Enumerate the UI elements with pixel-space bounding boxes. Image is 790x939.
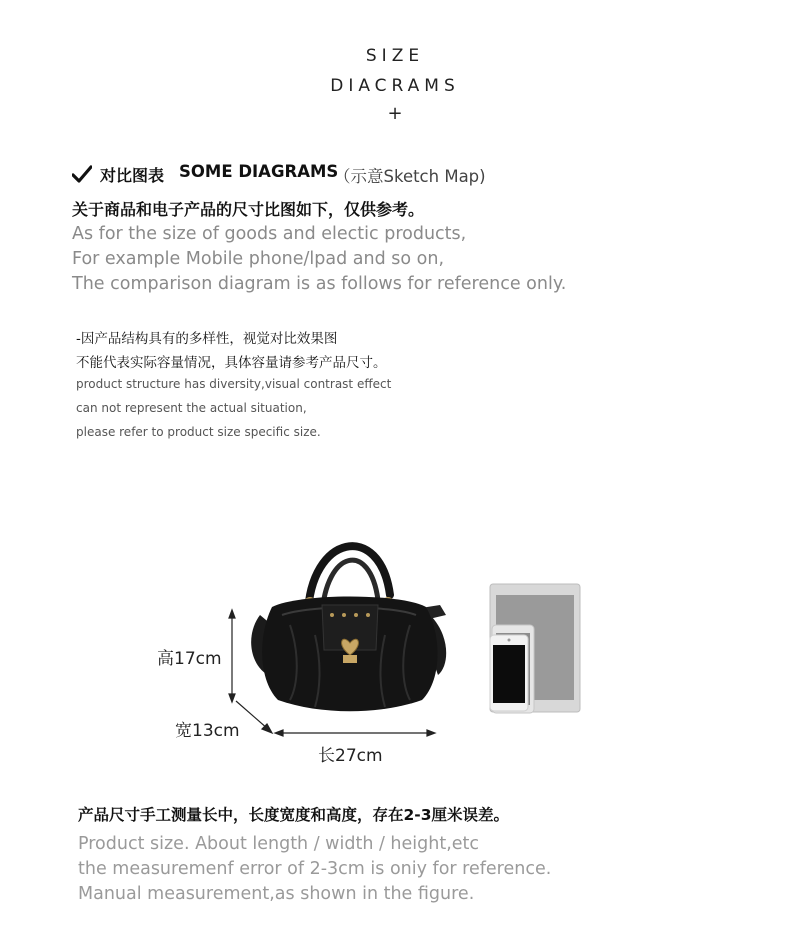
length-label: 长27cm [318,746,383,766]
section2-cn-line-1: -因产品结构具有的多样性，视觉对比效果图 [76,331,338,347]
section1-title-en: SOME DIAGRAMS [179,162,339,181]
height-label: 高17cm [157,649,222,669]
header-plus: + [387,103,403,124]
section2-en-line-3: please refer to product size specific size. [76,425,321,439]
section1-en-line-3: The comparison diagram is as follows for reference only. [72,274,567,294]
section3-en-line-3: Manual measurement,as shown in the figure. [78,884,475,904]
handbag-image [251,546,446,711]
section1-cn-line: 关于商品和电子产品的尺寸比图如下，仅供参考。 [72,200,425,219]
section1-en-line-2: For example Mobile phone/lpad and so on, [72,249,445,269]
section3-en-line-1: Product size. About length / width / height,etc [78,834,480,854]
section3-en-line-2: the measuremenf error of 2-3cm is oniy for reference. [78,859,552,879]
section2-en-line-1: product structure has diversity,visual contrast effect [76,377,392,391]
small-phone-image [490,635,528,711]
section1-title-note: （示意Sketch Map) [334,167,486,186]
section1-en-line-1: As for the size of goods and electic products, [72,224,467,244]
checkmark-icon [72,165,92,183]
section1-title-cn: 对比图表 [100,166,165,185]
section3-cn-line: 产品尺寸手工测量长中，长度宽度和高度，存在2-3厘米误差。 [78,806,510,824]
width-label: 宽13cm [175,721,240,741]
section2-en-line-2: can not represent the actual situation, [76,401,307,415]
header-title-diagrams: DIACRAMS [330,76,460,96]
section2-cn-line-2: 不能代表实际容量情况，具体容量请参考产品尺寸。 [76,355,387,371]
header-title-size: SIZE [365,46,425,66]
